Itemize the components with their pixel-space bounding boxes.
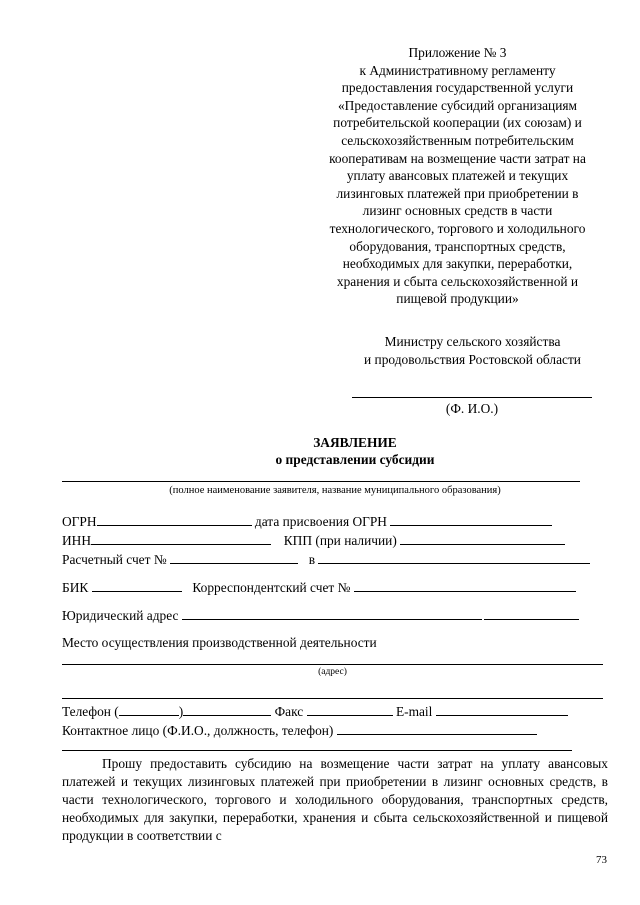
recipient-line: Министру сельского хозяйства (384, 334, 561, 349)
appendix-line: хранения и сбыта сельскохозяйственной и (336, 273, 579, 289)
email-field[interactable] (436, 703, 568, 716)
appendix-line: потребительской кооперации (их союзам) и (333, 115, 582, 131)
bank-field[interactable] (318, 551, 590, 564)
ogrn-field[interactable] (97, 513, 252, 526)
inn-label: ИНН (62, 533, 92, 548)
appendix-line: оборудования, транспортных средств, (349, 238, 566, 254)
inn-row (62, 532, 565, 549)
signature-caption: (Ф. И.О.) (445, 401, 499, 416)
appendix-line: необходимых для закупки, переработки, (342, 256, 573, 272)
legal-address-label: Юридический адрес (62, 608, 179, 623)
appendix-line: Приложение № 3 (408, 45, 507, 60)
kpp-field[interactable] (400, 532, 565, 545)
legal-address-row (62, 607, 579, 624)
applicant-caption: (полное наименование заявителя, название муниципального образования) (169, 485, 501, 496)
appendix-header (300, 44, 615, 308)
title-line: ЗАЯВЛЕНИЕ (313, 435, 397, 450)
activity-place-label: Место осуществления производственной деятельности (62, 635, 377, 650)
page-number: 73 (596, 854, 607, 866)
title-line: о представлении субсидии (275, 452, 435, 467)
bank-label: в (308, 552, 316, 567)
appendix-line: пищевой продукции» (396, 291, 519, 307)
appendix-line: технологического, торгового и холодильного (329, 220, 586, 236)
recipient-line: и продовольствия Ростовской области (364, 352, 581, 367)
corr-account-label: Корреспондентский счет № (192, 580, 351, 595)
appendix-line: лизинговых платежей при приобретении в (336, 185, 579, 201)
account-label: Расчетный счет № (62, 552, 167, 567)
email-label: E-mail (395, 704, 433, 719)
inn-field[interactable] (91, 532, 271, 545)
appendix-line: уплату авансовых платежей и текущих (346, 168, 569, 184)
phone-row (62, 703, 568, 720)
appendix-line: к Административному регламенту (359, 62, 556, 78)
contact-extra-field[interactable] (62, 750, 572, 751)
fax-label: Факс (274, 704, 304, 719)
bik-row (62, 579, 576, 596)
fax-field[interactable] (307, 703, 393, 716)
appendix-line: предоставления государственной услуги (341, 80, 574, 96)
ogrn-date-label: дата присвоения ОГРН (254, 514, 387, 529)
recipient-block (300, 333, 640, 369)
contact-field[interactable] (337, 722, 537, 735)
ogrn-row (62, 513, 552, 530)
appendix-line: лизинг основных средств в части (362, 203, 553, 219)
appendix-line: сельскохозяйственным потребительским (341, 132, 574, 148)
extra-address-field[interactable] (62, 698, 603, 699)
appendix-line: «Предоставление субсидий организациям (337, 97, 578, 113)
contact-label: Контактное лицо (Ф.И.О., должность, телефон) (62, 723, 334, 738)
bik-field[interactable] (92, 579, 182, 592)
ogrn-date-field[interactable] (390, 513, 552, 526)
address-caption: (адрес) (318, 667, 347, 677)
phone-field[interactable] (183, 703, 271, 716)
phone-label: Телефон ( (62, 704, 119, 719)
account-field[interactable] (170, 551, 298, 564)
account-row (62, 551, 590, 568)
contact-row (62, 722, 537, 739)
phone-paren: ) (178, 704, 184, 719)
ogrn-label: ОГРН (62, 514, 97, 529)
kpp-label: КПП (при наличии) (283, 533, 397, 548)
signature-line[interactable] (352, 397, 592, 398)
bik-label: БИК (62, 580, 89, 595)
activity-address-field[interactable] (62, 664, 603, 665)
document-title (60, 434, 640, 468)
request-paragraph: Прошу предоставить субсидию на возмещение части затрат на уплату авансовых платежей и текущих лизинговых платежей при приобретении в лизинг основных средств, в части технологического, торгового и холодильного оборудования, транспортных средств, необходимых для закупки, переработки, хранения и сбыта сельскохозяйственной и пищевой продукции в соответствии с (62, 756, 608, 843)
legal-address-field-extra[interactable] (484, 607, 579, 620)
phone-code-field[interactable] (119, 703, 179, 716)
applicant-name-field[interactable] (62, 481, 580, 482)
appendix-line: кооперативам на возмещение части затрат на (329, 150, 586, 166)
corr-account-field[interactable] (354, 579, 576, 592)
legal-address-field[interactable] (182, 607, 482, 620)
